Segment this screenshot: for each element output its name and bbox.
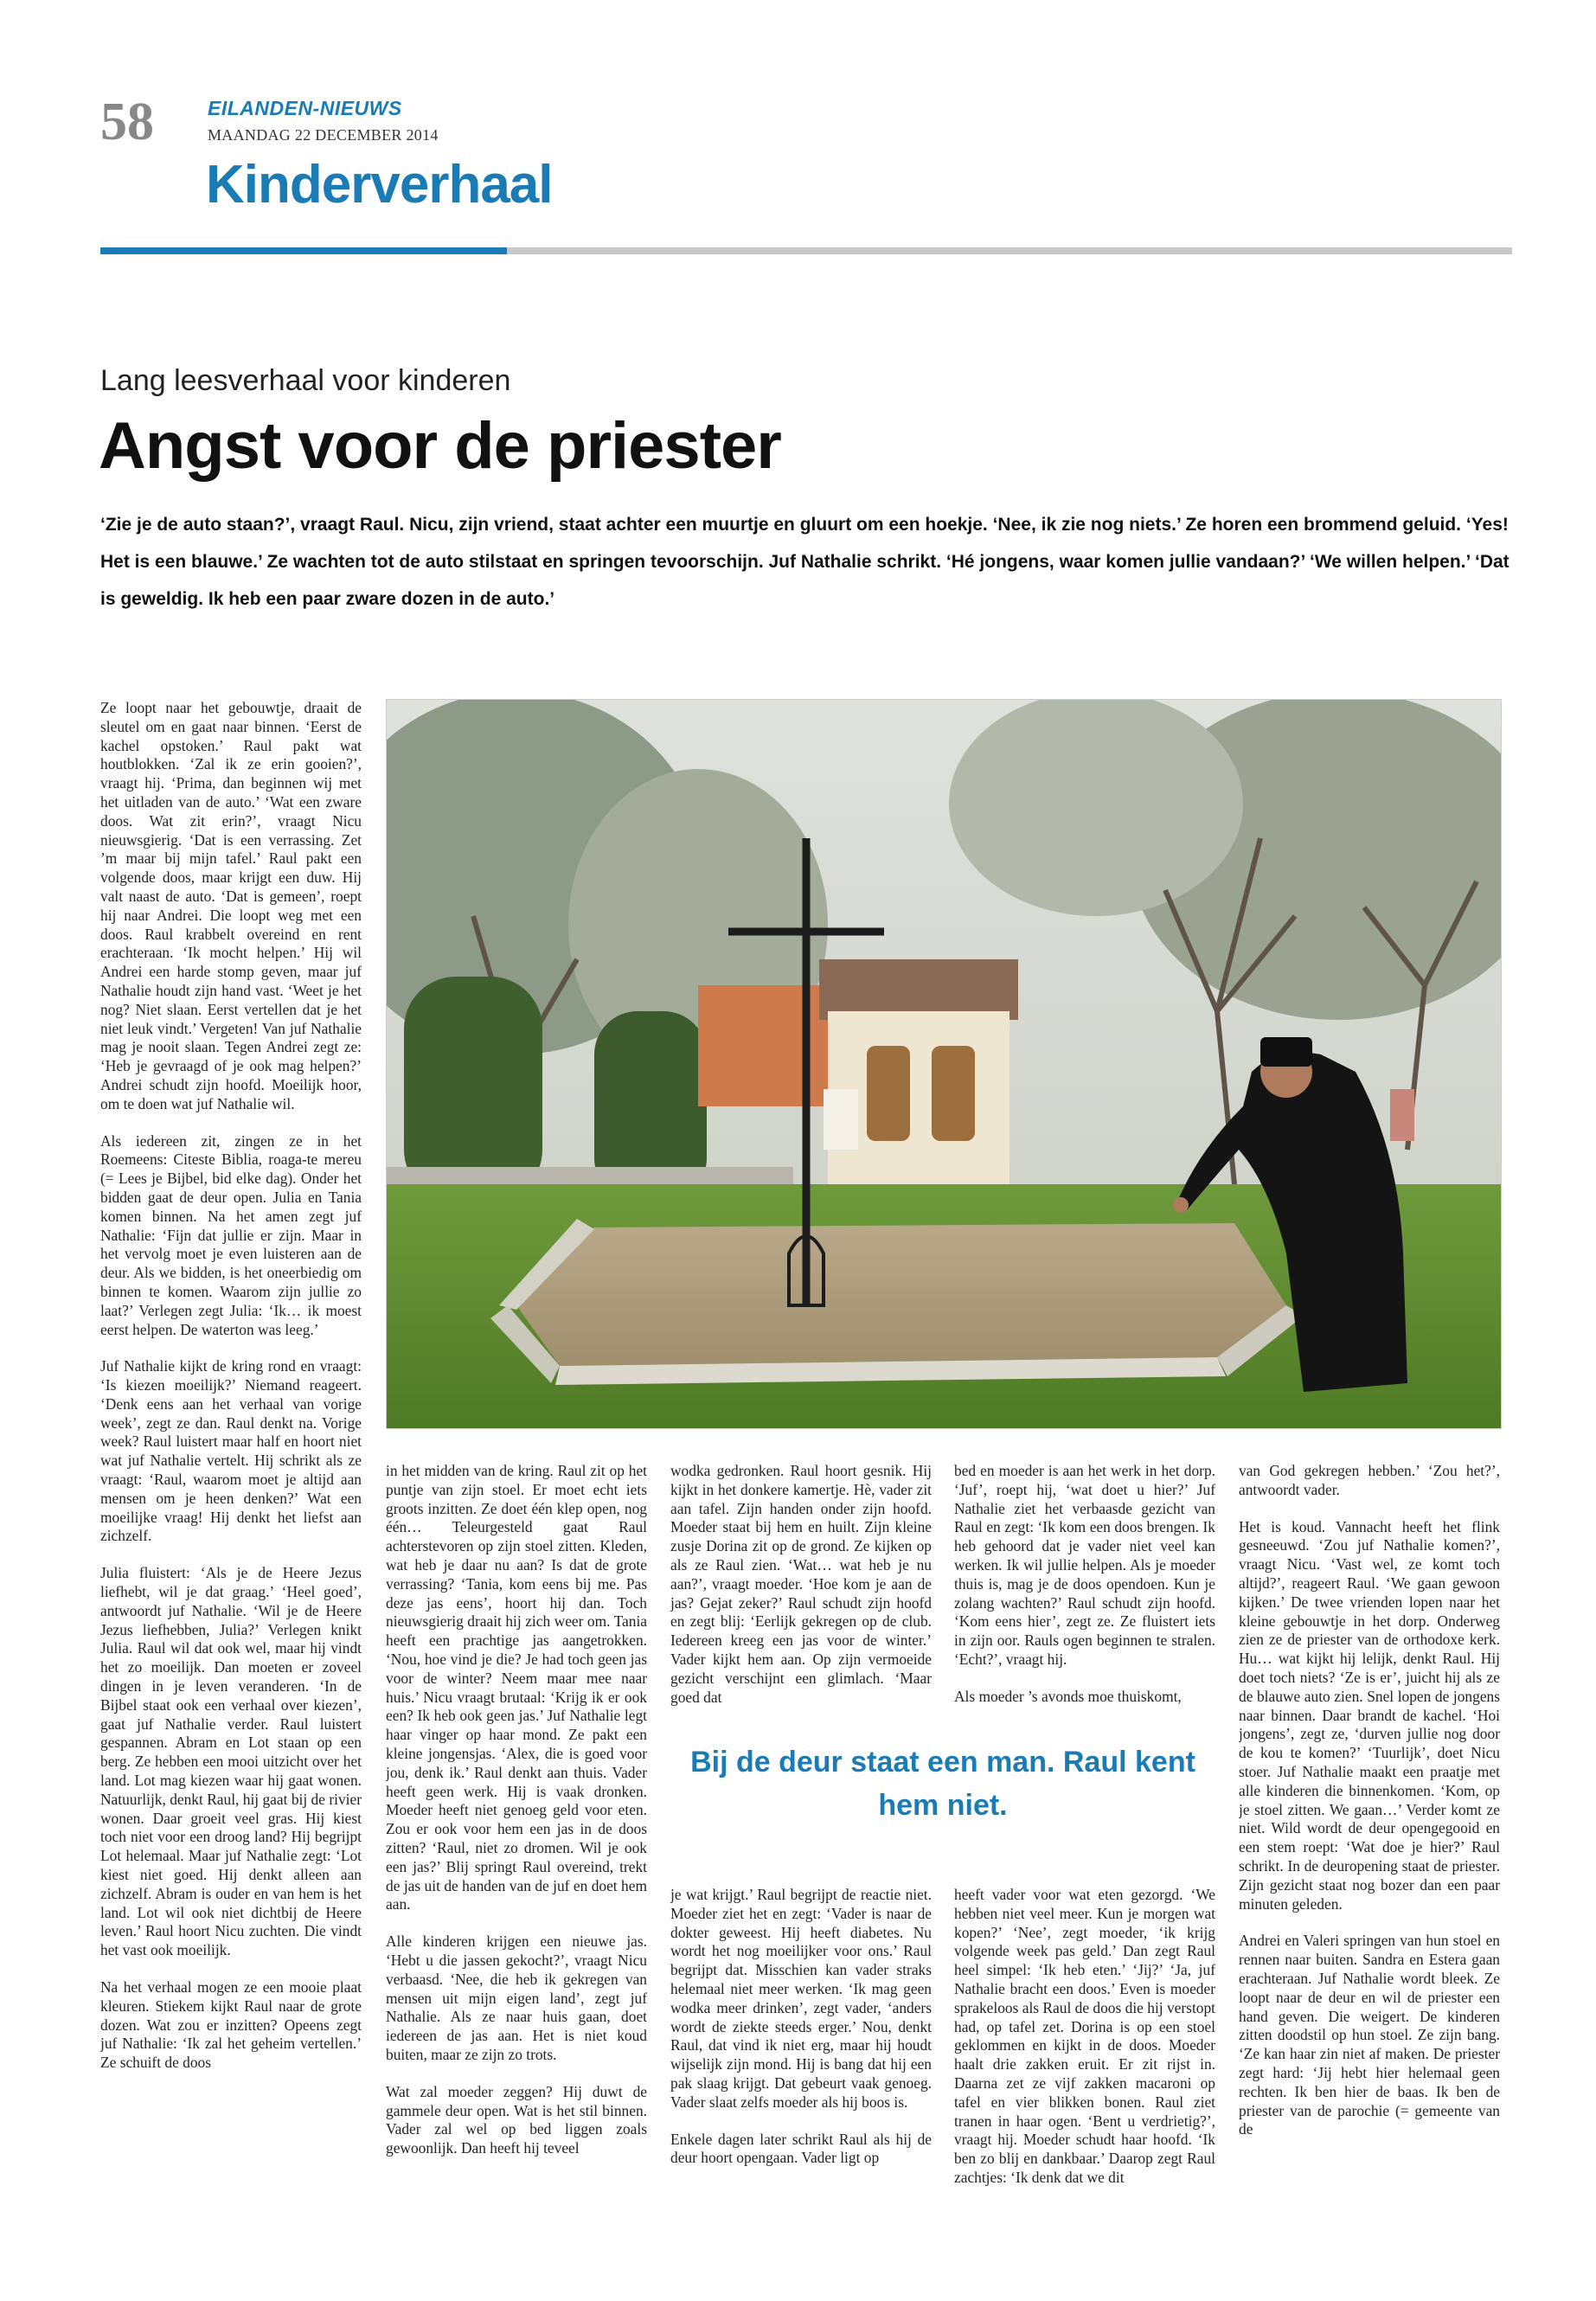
masthead-logo: EILANDEN-NIEUWS [208, 97, 402, 119]
paragraph: Alle kinderen krijgen een nieuwe jas. ‘Hebt u die jassen gekocht?’, vraagt Nicu verbaasd. ‘Nee, die heb ik gekregen van mensen uit mijn eigen land’, zegt juf Nathalie. Als ze naar huis gaan, doet iedereen de jas aan. Het is niet koud buiten, maar ze zijn zo trots. [386, 1932, 647, 2063]
paragraph: Als iedereen zit, zingen ze in het Roemeens: Citeste Biblia, roaga-te mereu (= Lees je Bijbel, bid elke dag). Onder het bidden gaat de deur open. Julia en Tania komen binnen. Na het amen zegt juf Nathalie: ‘Fijn dat jullie er zijn. Maar in het vervolg moet je even luisteren aan de deur. Als we bidden, is het oneerbiedig om binnen te komen. Waarom zijn jullie zo laat?’ Verlegen zegt Julia: ‘Ik… ik moest eerst helpen. De waterton was leeg.’ [100, 1131, 362, 1338]
paragraph: van God gekregen hebben.’ ‘Zou het?’, antwoordt vader. [1239, 1462, 1500, 1498]
paragraph: Juf Nathalie kijkt de kring rond en vraagt: ‘Is kiezen moeilijk?’ Niemand reageert. ‘Denk eens aan het verhaal van vorige week’, zegt ze dan. Raul denkt na. Vorige week? Raul luistert maar half en hoort niet wat juf Nathalie vertelt. Hij schrikt als ze vraagt: ‘Raul, waarom moet je altijd aan mensen om je heen denken?’ Wat een moeilijke vraag! Hij denkt het liefst aan zichzelf. [100, 1357, 362, 1545]
text-column-2 [386, 1462, 647, 2292]
article-headline: Angst voor de priester [99, 409, 781, 483]
paragraph: Als moeder ’s avonds moe thuiskomt, [954, 1687, 1182, 1705]
paragraph: Na het verhaal mogen ze een mooie plaat kleuren. Stiekem kijkt Raul naar de grote dozen. Wat zou er inzitten? Opeens zegt juf Nathalie: ‘Ik zal het geheim vertellen.’ Ze schuift de doos [100, 1978, 362, 2072]
text-column-4-bottom [954, 1886, 1215, 2292]
text-column-4-top [954, 1462, 1215, 1721]
paragraph: bed en moeder is aan het werk in het dorp. ‘Juf’, roept hij, ‘wat doet u hier?’ Juf Nathalie ziet het verbaasde gezicht van Raul en zegt: ‘Ik kom een doos brengen. Ik heb gehoord dat je vader niet veel kan werken. Ik wil jullie helpen. Als je moeder thuis is, mag je de doos opendoen. Kun je zolang wachten?’ Raul schudt zijn hoofd. ‘Kom eens hier’, zegt ze. Ze fluistert iets in zijn oor. Rauls ogen beginnen te stralen. ‘Echt?’, vraagt hij. [954, 1462, 1215, 1668]
section-title: Kinderverhaal [206, 155, 553, 215]
paragraph: Julia fluistert: ‘Als je de Heere Jezus liefhebt, wil je dat graag.’ ‘Heel goed’, antwoordt juf Nathalie. ‘Wil je de Heere Jezus liefhebben, Julia?’ Verlegen knikt Julia. Raul wil dat ook wel, maar hij vindt het zo moeilijk. Dan moeten er zoveel dingen in je leven veranderen. ‘In de Bijbel staat ook een verhaal over kiezen’, gaat juf Nathalie verder. Raul luistert gespannen. Abram en Lot staan op een berg. Ze hebben een mooi uitzicht over het land. Lot mag kiezen waar hij gaat wonen. Natuurlijk, denkt Raul, hij gaat bij de rivier wonen. Daar groeit veel gras. Hij kiest toch niet voor een droog land? Hij begrijpt Lot helemaal. Maar juf Nathalie zegt: ‘Lot kiest niet goed. Hij denkt alleen aan zichzelf. Abram is ouder en van hem is het land. Lot wil ook niet dichtbij de Heere leven.’ Raul hoort Nicu zuchten. Die vindt het vast ook moeilijk. [100, 1564, 362, 1959]
paragraph: je wat krijgt.’ Raul begrijpt de reactie niet. Moeder ziet het en zegt: ‘Vader is naar de dokter geweest. Hij heeft diabetes. Nu wordt het nog moeilijker voor ons.’ Raul begrijpt dat. Misschien kan vader straks helemaal niet meer werken. ‘Ik mag geen wodka meer drinken’, zegt vader, ‘anders wordt de ziekte steeds erger.’ Nou, denkt Raul, dat vind ik niet erg, maar hij houdt wijselijk zijn mond. Hij is bang dat hij een pak slaag krijgt. Dat gebeurt vaak genoeg. Vader slaat zelfs moeder als hij boos is. [670, 1886, 932, 2111]
paragraph: Wat zal moeder zeggen? Hij duwt de gammele deur open. Wat is het stil binnen. Vader zal wel op bed liggen zoals gewoonlijk. Dan heeft hij teveel [386, 2082, 647, 2157]
section-rule-grey [507, 247, 1512, 254]
section-rule-accent [100, 247, 507, 254]
article-intro: ‘Zie je de auto staan?’, vraagt Raul. Nicu, zijn vriend, staat achter een muurtje en gluurt om een hoekje. ‘Nee, ik zie nog niets.’ Ze horen een brommend geluid. ‘Yes! Het is een blauwe.’ Ze wachten tot de auto stilstaat en springen tevoorschijn. Juf Nathalie schrikt. ‘Hé jongens, waar komen jullie vandaan?’ ‘We willen helpen.’ ‘Dat is geweldig. Ik heb een paar zware dozen in de auto.’ [100, 515, 1509, 609]
article-photo [386, 699, 1502, 1429]
text-column-1 [100, 699, 362, 2291]
issue-date: MAANDAG 22 DECEMBER 2014 [208, 126, 439, 144]
page-number: 58 [100, 93, 154, 151]
article-kicker: Lang leesverhaal voor kinderen [100, 364, 511, 397]
text-column-3-top [670, 1462, 932, 1721]
paragraph: Andrei en Valeri springen van hun stoel en rennen naar buiten. Sandra en Estera gaan erachteraan. Juf Nathalie wordt bleek. Ze loopt naar de deur en wil de priester een hand geven. Die weigert. De kinderen zitten doodstil op hun stoel. Ze zijn bang. ‘Ze kan haar zin niet af maken. De priester zegt hard: ‘Jij hebt hier helemaal geen rechten. Ik ben hier de baas. Ik ben de priester van de parochie (= gemeente van de [1239, 1932, 1500, 2138]
text-column-5 [1239, 1462, 1500, 2292]
paragraph: heeft vader voor wat eten gezorgd. ‘We hebben niet veel meer. Kun je morgen wat kopen?’ ‘Nee’, zegt moeder, ‘ik krijg volgende week pas geld.’ Dan zegt Raul heel simpel: ‘Ik heb eten.’ ‘Jij?’ ‘Ja, juf Nathalie bracht een doos.’ Even is moeder sprakeloos als Raul de doos die hij verstopt had, op tafel zet. Dorina is op een stoel geklommen en kijkt in de doos. Moeder haalt drie zakken eruit. Er zit rijst in. Daarna zet ze vijf zakken macaroni op tafel en vier blikken bonen. Raul ziet tranen in haar ogen. ‘Bent u verdrietig?’, vraagt hij. Moeder schudt haar hoofd. ‘Ik ben zo blij en dankbaar.’ Daarop zegt Raul zachtjes: ‘Ik denk dat we dit [954, 1886, 1215, 2186]
paragraph: wodka gedronken. Raul hoort gesnik. Hij kijkt in het donkere kamertje. Hè, vader zit aan tafel. Zijn handen onder zijn hoofd. Moeder staat bij hem en huilt. Zijn kleine zusje Dorina zit op de grond. Ze kijken op als ze Raul zien. ‘Wat… wat heb je nu aan?’, vraagt moeder. ‘Hoe kom je aan de jas? Gejat zeker?’ Raul schudt zijn hoofd en zegt blij: ‘Eerlijk gekregen op de club. Iedereen kreeg een jas voor de winter.’ Vader kijkt hem aan. Op zijn vermoeide gezicht verschijnt een glimlach. ‘Maar goed dat [670, 1462, 932, 1706]
paragraph: Ze loopt naar het gebouwtje, draait de sleutel om en gaat naar binnen. ‘Eerst de kachel opstoken.’ Raul pakt wat houtblokken. ‘Zal ik ze erin gooien?’, vraagt hij. ‘Prima, dan beginnen wij met het uitladen van de auto.’ ‘Wat een zware doos. Wat zit erin?’, vraagt Nicu nieuwsgierig. ‘Dat is een verrassing. Zet ’m maar bij mijn tafel.’ Raul pakt een volgende doos, maar krijgt een duw. Hij valt naast de auto. ‘Dat is gemeen’, roept hij naar Andrei. Die loopt weg met een doos. Raul krabbelt overeind en rent erachteraan. ‘Ik mocht helpen.’ Hij wil Andrei een harde stomp geven, maar juf Nathalie houdt zijn hand vast. ‘Weet je het nog? Niet slaan. Eerst vertellen dat je het niet leuk vindt.’ Vergeten! Van juf Nathalie mag je nooit slaan. Tegen Andrei zegt ze: ‘Heb je gevraagd of je ook mag helpen?’ Andrei schudt zijn hoofd. Moeilijk hoor, om te doen wat juf Nathalie wil. [100, 699, 362, 1112]
paragraph: in het midden van de kring. Raul zit op het puntje van zijn stoel. Er moet echt iets groots inzitten. Ze doet één klep open, nog één… Teleurgesteld gaat Raul achterstevoren op zijn stoel zitten. Kleden, wat heb je daar nu aan? Is dat de grote verrassing? ‘Tania, kom eens bij me. Pas deze jas eens’, hoort hij dan. Toch nieuwsgierig draait hij zich weer om. Tania heeft een prachtige jas aangetrokken. ‘Nou, hoe vind je die? Je had toch geen jas voor de winter? Neem maar mee naar huis.’ Nicu vraagt brutaal: ‘Krijg ik er ook een? Ik heb ook geen jas.’ Juf Nathalie legt haar vinger op haar mond. Ze pakt een kleine jongensjas. ‘Alex, die is goed voor jou, denk ik.’ Raul denkt aan thuis. Vader heeft geen werk. Hij is vaak dronken. Moeder heeft niet genoeg geld voor eten. Zou er ook voor hem een jas in de doos zitten? ‘Raul, niet zo dromen. Wil je ook een jas?’ Blij springt Raul overeind, trekt de jas uit de handen van de juf en doet hem aan. [386, 1462, 647, 1913]
paragraph: Enkele dagen later schrikt Raul als hij de deur hoort opengaan. Vader ligt op [670, 2130, 932, 2167]
pull-quote: Bij de deur staat een man. Raul kent hem niet. [690, 1746, 1195, 1822]
paragraph: Het is koud. Vannacht heeft het flink gesneeuwd. ‘Zou juf Nathalie komen?’, vraagt Nicu. ‘Vast wel, ze komt toch altijd?’, reageert Raul. ‘We gaan gewoon kijken.’ De twee vrienden lopen naar het kleine gebouwtje in het dorp. Onderweg zien ze de priester van de orthodoxe kerk. Hu… wat kijkt hij lelijk, denkt Raul. Hij doet toch niets? ‘Ze is er’, juicht hij als ze de blauwe auto zien. Snel lopen de jongens naar binnen. Daar brandt de kachel. ‘Hoi jongens’, zegt ze, ‘durven jullie nog door de kou te komen?’ ‘Tuurlijk’, doet Nicu stoer. Juf Nathalie maakt een praatje met alle kinderen die binnenkomen. ‘Kom, op je stoel zitten. We gaan…’ Verder komt ze niet. Wild wordt de deur opengegooid en een stem roept: ‘Wat doe je hier?’ Raul schrikt. In de deuropening staat de priester. Zijn gezicht staat nog bozer dan een paar minuten geleden. [1239, 1517, 1500, 1913]
text-column-3-bottom [670, 1886, 932, 2292]
